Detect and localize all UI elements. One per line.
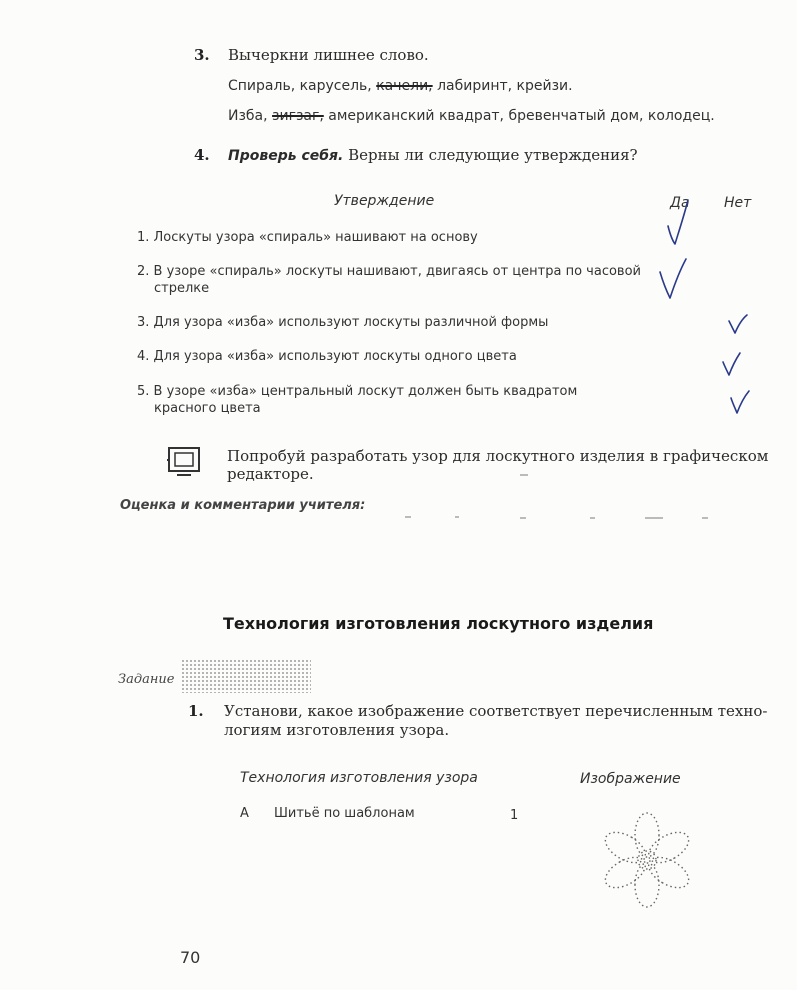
column-technology-header: Технология изготовления узора: [240, 770, 478, 786]
smudged-stamp: [181, 659, 311, 693]
checkmark-icon: [664, 196, 694, 248]
statement-2-continuation: стрелке: [154, 281, 210, 296]
teacher-comment-label: Оценка и комментарии учителя:: [120, 498, 366, 513]
word-list-2-before: Изба,: [228, 108, 268, 124]
computer-task-line1: Попробуй разработать узор для лоскутного изделия в графическом: [227, 447, 769, 465]
scan-mark: [520, 517, 526, 519]
statement-2: 2. В узоре «спираль» лоскуты нашивают, двигаясь от центра по часовой: [137, 264, 641, 279]
scan-mark: [520, 474, 528, 476]
flower-pattern-image: [596, 810, 698, 910]
statement-1: 1. Лоскуты узора «спираль» нашивают на основу: [137, 230, 478, 245]
column-no-header: Нет: [724, 195, 752, 211]
task3-line1: [228, 78, 573, 94]
task3-title: Вычеркни лишнее слово.: [228, 46, 429, 64]
computer-task-line2: редакторе.: [227, 465, 314, 483]
task4-question: Верны ли следующие утверждения?: [348, 146, 638, 164]
statement-3: 3. Для узора «изба» используют лоскуты различной формы: [137, 315, 549, 330]
task4-lead: Проверь себя.: [228, 148, 344, 164]
struck-word-2: зигзаг,: [272, 108, 324, 124]
word-list-2-after: американский квадрат, бревенчатый дом, колодец.: [328, 108, 715, 124]
checkmark-icon: [720, 350, 744, 378]
column-statement-header: Утверждение: [334, 193, 435, 209]
tech-row-letter: А: [240, 806, 249, 821]
statement-5-continuation: красного цвета: [154, 401, 261, 416]
statement-4: 4. Для узора «изба» используют лоскуты одного цвета: [137, 349, 517, 364]
column-image-header: Изображение: [580, 771, 681, 787]
task1-line2: логиям изготовления узора.: [224, 721, 450, 739]
task1-number: 1.: [188, 702, 204, 720]
checkmark-icon: [728, 388, 752, 416]
checkmark-icon: [656, 256, 690, 302]
computer-task-icon: [167, 446, 201, 478]
tech-row-text: Шитьё по шаблонам: [274, 806, 415, 821]
task-label: Задание: [118, 672, 175, 687]
checkmark-icon: [726, 312, 750, 336]
task4-heading: [228, 146, 638, 164]
task4-number: 4.: [194, 146, 210, 164]
section-title: Технология изготовления лоскутного изделия: [223, 614, 654, 633]
word-list-1-before: Спираль, карусель,: [228, 78, 372, 94]
task3-line2: [228, 108, 715, 124]
scan-mark: [645, 517, 663, 519]
word-list-1-after: лабиринт, крейзи.: [437, 78, 573, 94]
statement-5: 5. В узоре «изба» центральный лоскут должен быть квадратом: [137, 384, 578, 399]
struck-word-1: качели,: [376, 78, 433, 94]
task1-line1: Установи, какое изображение соответствует перечисленным техно-: [224, 702, 768, 720]
scan-mark: [455, 516, 459, 518]
column-yes-header: Да: [670, 195, 690, 211]
scan-mark: [590, 517, 595, 519]
task3-number: 3.: [194, 46, 210, 64]
page-number: 70: [180, 948, 201, 967]
image-number: 1: [510, 808, 519, 823]
scan-mark: [405, 516, 411, 518]
scan-mark: [702, 517, 708, 519]
